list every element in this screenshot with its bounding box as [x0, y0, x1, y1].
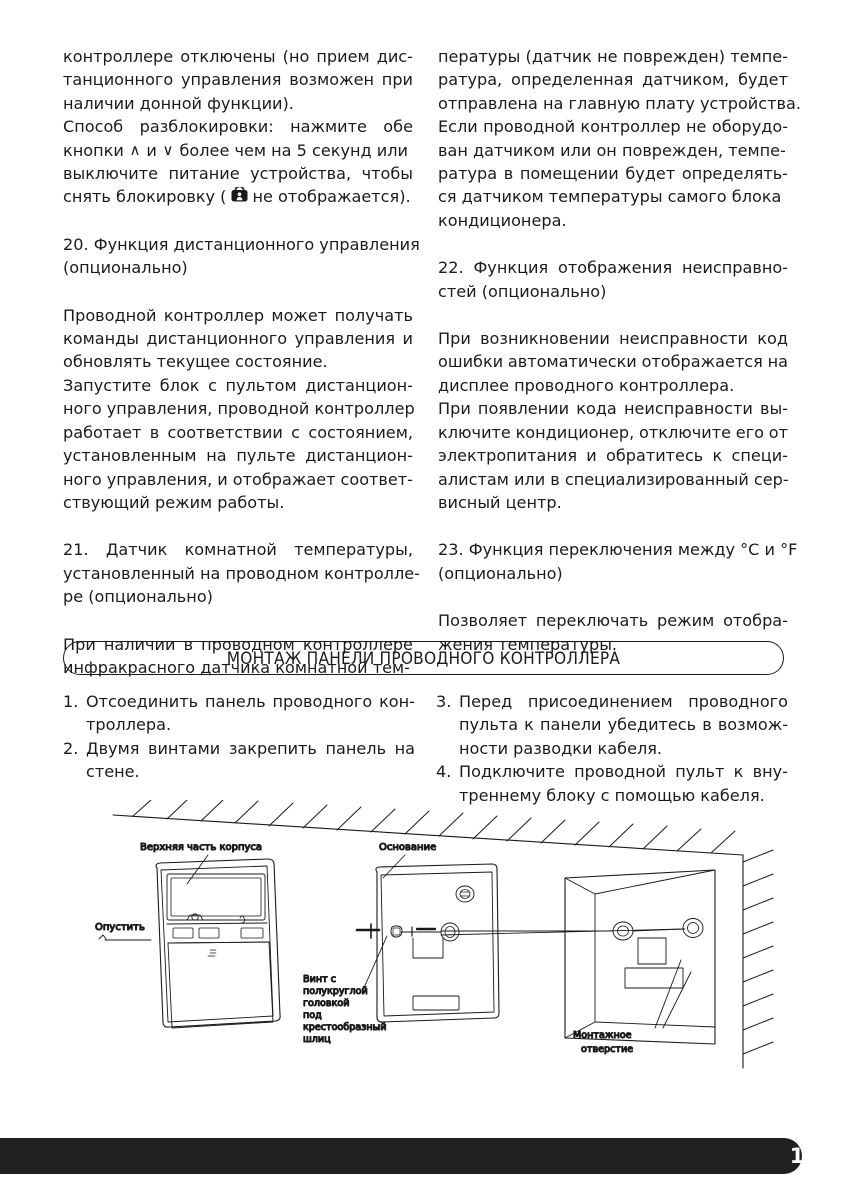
text-line: троллера.: [86, 715, 172, 735]
section-23-heading: 23. Функция переключения между °C и °F: [438, 540, 798, 560]
step-number: 2.: [63, 738, 79, 758]
text-line: жения температуры.: [438, 634, 618, 654]
left-column: [63, 45, 420, 679]
text-line: ратура в помещении будет определять-: [438, 164, 788, 184]
spacer: [438, 232, 788, 256]
text-line: Проводной контроллер может получать: [63, 305, 413, 325]
text-line: ратура, определенная датчиком, будет: [438, 70, 788, 90]
section-banner: [63, 641, 784, 675]
text-line: работает в соответствии с состоянием,: [63, 422, 413, 442]
spacer: [63, 280, 413, 304]
section-20: [63, 233, 420, 514]
step-item: [436, 690, 788, 760]
diagram-label-screw: [303, 974, 386, 1045]
section-20-heading: (опционально): [63, 258, 188, 278]
page-number: 10: [789, 1144, 820, 1168]
svg-text:Монтажное: Монтажное: [573, 1030, 632, 1041]
section-22-heading: стей (опционально): [438, 281, 607, 301]
text-line: ного управления, и отображает соответ-: [63, 469, 413, 489]
text-line: Перед присоединением проводного: [459, 692, 788, 711]
step-number: 3.: [436, 692, 452, 711]
section-22: [438, 256, 788, 514]
text-columns: [63, 45, 801, 679]
text-line: стене.: [86, 762, 140, 782]
unlock-instructions: [63, 115, 413, 209]
text-line: контроллере отключены (но прием дис-: [63, 47, 413, 66]
text-line: ствующий режим работы.: [63, 492, 285, 512]
section-23: [438, 538, 798, 656]
section-21-heading: установленный на проводном контролле-: [63, 563, 420, 583]
text-line: выключите питание устройства, чтобы: [63, 164, 413, 184]
text-line: ности разводки кабеля.: [459, 738, 663, 758]
text-line: Запустите блок с пультом дистанцион-: [63, 375, 413, 395]
lock-person-icon: [231, 185, 248, 200]
text-line: команды дистанционного управления и: [63, 329, 413, 349]
text-line: обновлять текущее состояние.: [63, 352, 328, 372]
text-line: При возникновении неисправности код: [438, 329, 788, 349]
diagram-label-lower: Опустить: [95, 922, 145, 933]
text-line: Способ разблокировки: нажмите обе: [63, 117, 413, 137]
diagram-label-mounting-hole: [573, 1030, 633, 1055]
text-line: установленным на пульте дистанцион-: [63, 446, 413, 466]
text-line: алистам или в специализированный сер-: [438, 469, 789, 489]
step-text: [86, 690, 415, 737]
text-line: ного управления, проводной контроллер: [63, 399, 415, 419]
text-line-with-lock: снять блокировку ( не отображается).: [63, 187, 411, 207]
section-21-heading: ре (опционально): [63, 587, 213, 607]
svg-text:полукруглой: полукруглой: [303, 986, 368, 997]
text-line: пературы (датчик не поврежден) темпе-: [438, 47, 788, 66]
text-line: треннему блоку с помощью кабеля.: [459, 785, 765, 805]
diagram-label-top-case: Верхняя часть корпуса: [140, 842, 263, 853]
text-line: танционного управления возможен при: [63, 70, 413, 90]
text-line: висный центр.: [438, 492, 562, 512]
spacer: [63, 514, 413, 538]
chevron-up-icon: ∧: [129, 140, 141, 159]
text-line: наличии донной функции).: [63, 93, 294, 113]
spacer: [63, 609, 413, 633]
text-line: ошибки автоматически отображается на: [438, 352, 788, 372]
text-line: ван датчиком или он поврежден, темпе-: [438, 140, 786, 160]
right-column: [438, 45, 801, 679]
text-line: инфракрасного датчика комнатной тем-: [63, 657, 410, 677]
steps-left-column: [63, 690, 415, 807]
section-23-heading: (опционально): [438, 563, 563, 583]
section-21-heading: 21. Датчик комнатной температуры,: [63, 540, 413, 560]
step-text: [459, 690, 788, 760]
text-line: Если проводной контроллер не оборудо-: [438, 117, 788, 137]
text-line: дисплее проводного контроллера.: [438, 375, 735, 395]
svg-text:Винт с: Винт с: [303, 974, 337, 985]
text-line: Двумя винтами закрепить панель на: [86, 738, 415, 758]
svg-text:шлиц: шлиц: [303, 1034, 331, 1045]
text-line: При наличии в проводном контроллере: [63, 634, 413, 654]
spacer: [438, 585, 788, 609]
spacer: [438, 303, 788, 327]
svg-text:под: под: [303, 1010, 322, 1021]
svg-text:отверстие: отверстие: [581, 1044, 634, 1055]
text-line: отправлена на главную плату устройства.: [438, 93, 801, 113]
section-banner-title: МОНТАЖ ПАНЕЛИ ПРОВОДНОГО КОНТРОЛЛЕРА: [226, 648, 621, 668]
text-line: ся датчиком температуры самого блока: [438, 187, 782, 207]
text-line: пульта к панели убедитесь в возмож-: [459, 715, 788, 735]
chevron-down-icon: ∨: [162, 140, 174, 159]
step-text: [86, 737, 415, 784]
spacer: [438, 514, 788, 538]
spacer: [63, 209, 413, 233]
text-line: кондиционера.: [438, 210, 567, 230]
paragraph-continued-right: [438, 45, 801, 232]
paragraph-continued-left: [63, 45, 413, 115]
text-line: Позволяет переключать режим отобра-: [438, 611, 788, 631]
svg-text:крестообразный: крестообразный: [303, 1022, 387, 1033]
step-number: 1.: [63, 692, 79, 711]
section-22-heading: 22. Функция отображения неисправно-: [438, 258, 788, 278]
svg-text:головкой: головкой: [303, 998, 350, 1009]
text-line: ключите кондиционер, отключите его от: [438, 422, 788, 442]
installation-steps: [63, 690, 788, 807]
text-line: Подключите проводной пульт к вну-: [459, 762, 788, 782]
step-number: 4.: [436, 762, 452, 782]
text-line: При появлении кода неисправности вы-: [438, 399, 788, 419]
step-item: [63, 690, 415, 737]
footer-bar: [0, 1138, 802, 1174]
diagram-label-base: Основание: [379, 842, 437, 853]
steps-right-column: [436, 690, 788, 807]
section-20-heading: 20. Функция дистанционного управления: [63, 234, 420, 254]
text-line-with-symbols: кнопки ∧ и ∨ более чем на 5 секунд или: [63, 139, 413, 162]
text-line: электропитания и обратитесь к специ-: [438, 446, 788, 466]
installation-diagram: [95, 800, 785, 1090]
step-item: [63, 737, 415, 784]
text-line: Отсоединить панель проводного кон-: [86, 692, 415, 711]
